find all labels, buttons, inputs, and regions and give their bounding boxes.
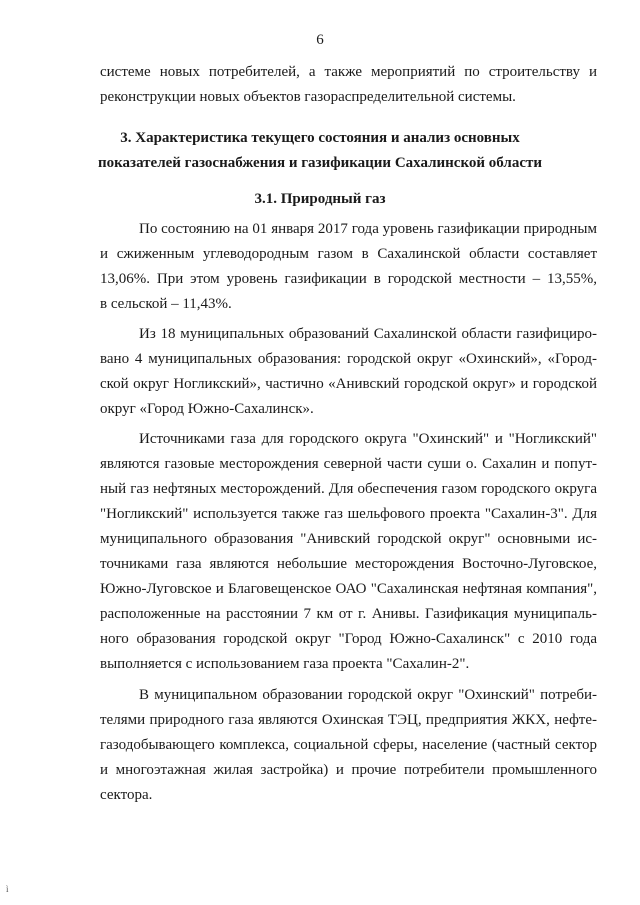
paragraph-4-line-4: и многоэтажная жилая застройка) и прочие потребители промышленного (100, 762, 597, 778)
paragraph-3-line-10: выполняется с использованием газа проекта "Сахалин-2". (100, 656, 470, 672)
paragraph-4-line-1: В муниципальном образовании городской округ "Охинский" потреби- (139, 687, 597, 703)
paragraph-1-line-1: По состоянию на 01 января 2017 года уровень газификации природным (139, 221, 597, 237)
paragraph-2-line-1: Из 18 муниципальных образований Сахалинской области газифициро- (139, 326, 597, 342)
intro-line-2: реконструкции новых объектов газораспределительной системы. (100, 89, 516, 105)
paragraph-3-line-3: ный газ нефтяных месторождений. Для обеспечения газом городского округа (100, 481, 597, 497)
paragraph-3-line-8: расположенные на расстоянии 7 км от г. Анивы. Газификация муниципаль- (100, 606, 597, 622)
paragraph-3-line-5: муниципального образования "Анивский городской округ" основными ис- (100, 531, 597, 547)
paragraph-3-line-2: являются газовые месторождения северной части суши о. Сахалин и попут- (100, 456, 597, 472)
paragraph-3-line-4: "Ногликский" используется также газ шельфового проекта "Сахалин-3". Для (100, 506, 597, 522)
paragraph-4-line-2: телями природного газа являются Охинская ТЭЦ, предприятия ЖКХ, нефте- (100, 712, 597, 728)
page-number: 6 (316, 32, 324, 48)
paragraph-1-line-3: 13,06%. При этом уровень газификации в городской местности – 13,55%, (100, 271, 597, 287)
paragraph-2-line-2: вано 4 муниципальных образования: городской округ «Охинский», «Город- (100, 351, 597, 367)
subsection-heading: 3.1. Природный газ (254, 191, 386, 207)
paragraph-2-line-3: ской округ Ногликский», частично «Анивский городской округ» и городской (100, 376, 597, 392)
paragraph-3-line-6: точниками газа являются небольшие месторождения Восточно-Луговское, (100, 556, 597, 572)
paragraph-3-line-1: Источниками газа для городского округа "Охинский" и "Ногликский" (139, 431, 597, 447)
paragraph-1-line-4: в сельской – 11,43%. (100, 296, 232, 312)
section-heading-line-2: показателей газоснабжения и газификации Сахалинской области (97, 155, 543, 171)
paragraph-1-line-2: и сжиженным углеводородным газом в Сахалинской области составляет (100, 246, 597, 262)
margin-mark: ì (6, 884, 9, 894)
paragraph-3-line-7: Южно-Луговское и Благовещенское ОАО "Сахалинская нефтяная компания", (100, 581, 597, 597)
paragraph-4-line-5: сектора. (100, 787, 153, 803)
paragraph-2-line-4: округ «Город Южно-Сахалинск». (100, 401, 314, 417)
paragraph-4-line-3: газодобывающего комплекса, социальной сферы, население (частный сектор (100, 737, 597, 753)
intro-line-1: системе новых потребителей, а также мероприятий по строительству и (100, 64, 597, 80)
paragraph-3-line-9: ного образования городской округ "Город Южно-Сахалинск" с 2010 года (100, 631, 597, 647)
section-heading-line-1: 3. Характеристика текущего состояния и анализ основных (120, 130, 520, 146)
